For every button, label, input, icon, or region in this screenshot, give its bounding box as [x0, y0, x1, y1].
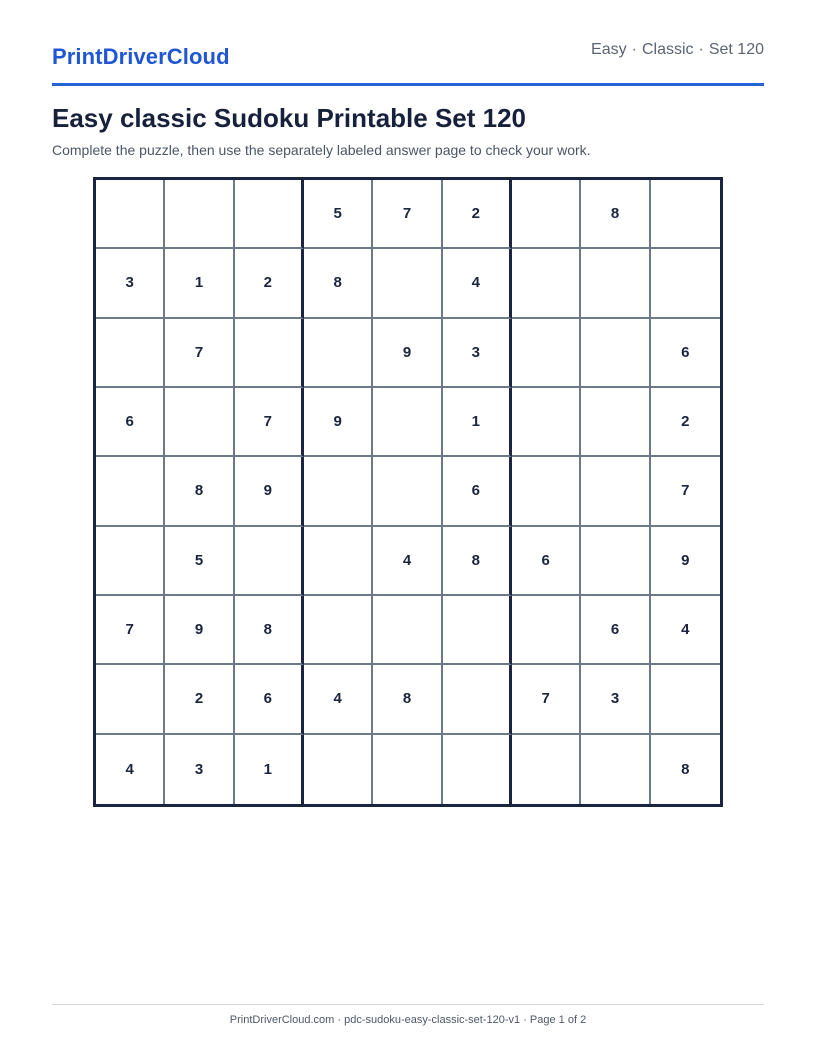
sudoku-cell: 7 — [512, 665, 581, 734]
sudoku-cell: 6 — [96, 388, 165, 457]
brand-logo[interactable]: PrintDriverCloud — [52, 44, 230, 69]
sudoku-cell[interactable] — [512, 180, 581, 249]
sudoku-cell: 3 — [165, 735, 234, 804]
sudoku-cell[interactable] — [373, 249, 442, 318]
page-subtitle: Complete the puzzle, then use the separately labeled answer page to check your work. — [52, 142, 591, 158]
sudoku-cell[interactable] — [581, 735, 650, 804]
sudoku-cell: 4 — [96, 735, 165, 804]
sudoku-cell: 2 — [165, 665, 234, 734]
sudoku-cell: 1 — [165, 249, 234, 318]
sudoku-cell[interactable] — [96, 665, 165, 734]
sudoku-cell[interactable] — [373, 735, 442, 804]
meta-separator: · — [631, 41, 637, 58]
meta-set: Set 120 — [708, 41, 764, 58]
sudoku-cell[interactable] — [373, 388, 442, 457]
sudoku-cell: 7 — [96, 596, 165, 665]
sudoku-cell: 9 — [304, 388, 373, 457]
sudoku-cell: 6 — [512, 527, 581, 596]
sudoku-cell[interactable] — [96, 319, 165, 388]
sudoku-cell: 8 — [304, 249, 373, 318]
sudoku-cell[interactable] — [581, 388, 650, 457]
sudoku-cell: 1 — [235, 735, 304, 804]
sudoku-cell[interactable] — [581, 249, 650, 318]
sudoku-cell: 7 — [651, 457, 720, 526]
sudoku-cell[interactable] — [512, 596, 581, 665]
meta-separator: · — [698, 41, 704, 58]
sudoku-cell[interactable] — [96, 527, 165, 596]
sudoku-cell: 6 — [581, 596, 650, 665]
sudoku-cell: 9 — [165, 596, 234, 665]
sudoku-cell[interactable] — [512, 388, 581, 457]
sudoku-cell[interactable] — [304, 457, 373, 526]
meta-style: Classic — [641, 41, 694, 58]
sudoku-cell: 7 — [165, 319, 234, 388]
sudoku-cell[interactable] — [304, 527, 373, 596]
sudoku-cell: 6 — [651, 319, 720, 388]
sudoku-cell[interactable] — [581, 457, 650, 526]
sudoku-cell[interactable] — [581, 527, 650, 596]
sudoku-cell: 2 — [651, 388, 720, 457]
sudoku-cell[interactable] — [235, 180, 304, 249]
sudoku-cell[interactable] — [581, 319, 650, 388]
sudoku-cell: 4 — [443, 249, 512, 318]
sudoku-cell[interactable] — [512, 457, 581, 526]
page-header — [52, 0, 764, 86]
sudoku-cell: 3 — [96, 249, 165, 318]
sudoku-cell: 4 — [304, 665, 373, 734]
footer-divider — [52, 1004, 764, 1005]
sudoku-cell[interactable] — [443, 735, 512, 804]
sudoku-cell[interactable] — [443, 665, 512, 734]
sudoku-cell[interactable] — [512, 319, 581, 388]
sudoku-cell[interactable] — [96, 457, 165, 526]
sudoku-cell: 9 — [235, 457, 304, 526]
sudoku-cell[interactable] — [235, 527, 304, 596]
meta-difficulty: Easy — [591, 41, 627, 58]
sudoku-cell: 8 — [681, 760, 690, 778]
sudoku-cell: 2 — [235, 249, 304, 318]
sudoku-cell: 8 — [165, 457, 234, 526]
sudoku-cell: 3 — [581, 665, 650, 734]
sudoku-cell[interactable] — [235, 319, 304, 388]
sudoku-grid — [93, 177, 723, 807]
page-title: Easy classic Sudoku Printable Set 120 — [52, 103, 527, 133]
sudoku-cell[interactable] — [373, 457, 442, 526]
sudoku-cell: 7 — [373, 180, 442, 249]
sudoku-cell: 4 — [373, 527, 442, 596]
sudoku-cell[interactable] — [443, 596, 512, 665]
sudoku-cell: 8 — [235, 596, 304, 665]
sudoku-cell[interactable] — [304, 319, 373, 388]
sudoku-cell[interactable] — [304, 735, 373, 804]
sudoku-cell[interactable] — [651, 180, 720, 249]
sudoku-cell: 9 — [651, 527, 720, 596]
sudoku-cell[interactable] — [651, 665, 720, 734]
sudoku-cell: 8 — [373, 665, 442, 734]
sudoku-cell[interactable] — [512, 735, 581, 804]
sudoku-cell: 9 — [373, 319, 442, 388]
sudoku-cell: 8 — [443, 527, 512, 596]
sudoku-cell[interactable] — [373, 596, 442, 665]
sudoku-cell: 5 — [304, 180, 373, 249]
sudoku-cell: 1 — [443, 388, 512, 457]
sudoku-cell[interactable] — [96, 180, 165, 249]
sudoku-cell: 7 — [235, 388, 304, 457]
sudoku-cell[interactable] — [512, 249, 581, 318]
sudoku-cell: 3 — [443, 319, 512, 388]
sudoku-cell[interactable] — [165, 388, 234, 457]
page-footer: PrintDriverCloud.com · pdc-sudoku-easy-classic-set-120-v1 · Page 1 of 2 — [229, 1014, 587, 1026]
sudoku-cell: 6 — [443, 457, 512, 526]
sudoku-cell[interactable] — [651, 249, 720, 318]
sudoku-cell[interactable] — [304, 596, 373, 665]
sudoku-cell[interactable] — [165, 180, 234, 249]
sudoku-cell: 2 — [443, 180, 512, 249]
sudoku-cell: 6 — [235, 665, 304, 734]
sudoku-cell: 8 — [581, 180, 650, 249]
puzzle-meta — [591, 41, 764, 59]
sudoku-cell: 4 — [651, 596, 720, 665]
sudoku-cell: 5 — [165, 527, 234, 596]
